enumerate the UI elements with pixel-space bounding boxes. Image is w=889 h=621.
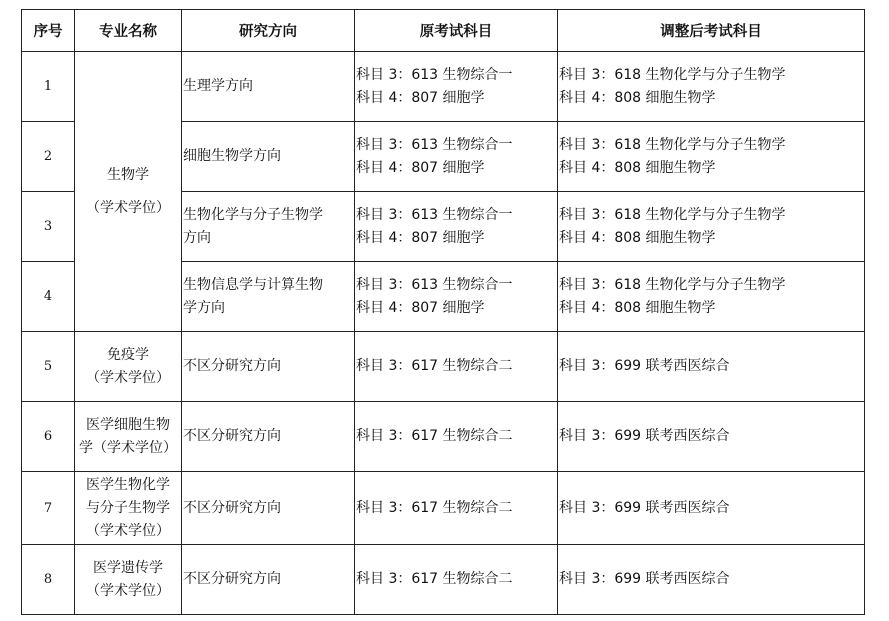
major-line: 学（学术学位） [79, 439, 177, 456]
cell-adjusted-subjects [558, 545, 865, 615]
cell-direction [182, 262, 355, 332]
cell-direction [182, 545, 355, 615]
exam-subject-table [21, 9, 865, 615]
subject-line: 科目 3：613 生物综合一 [356, 206, 513, 223]
subject-line: 科目 4：808 细胞生物学 [559, 159, 716, 176]
direction-line: 方向 [183, 229, 211, 246]
major-line: 生物学 [107, 166, 149, 183]
major-line: （学术学位） [86, 522, 170, 539]
cell-original-subjects [355, 402, 558, 472]
cell-original-subjects [355, 472, 558, 545]
direction-line: 生理学方向 [183, 78, 253, 94]
subject-line: 科目 3：699 联考西医综合 [559, 571, 730, 587]
header-adjusted-subjects: 调整后考试科目 [558, 10, 865, 52]
cell-original-subjects [355, 262, 558, 332]
major-line: 医学细胞生物 [86, 416, 170, 433]
cell-major [75, 472, 182, 545]
direction-line: 不区分研究方向 [183, 571, 281, 587]
cell-original-subjects [355, 122, 558, 192]
subject-line: 科目 3：618 生物化学与分子生物学 [559, 276, 786, 293]
subject-line: 科目 4：808 细胞生物学 [559, 299, 716, 316]
cell-original-subjects [355, 545, 558, 615]
cell-major-merged [75, 52, 182, 332]
cell-direction [182, 192, 355, 262]
subject-line: 科目 3：617 生物综合二 [356, 499, 513, 516]
direction-line: 不区分研究方向 [183, 499, 281, 516]
subject-line: 科目 3：617 生物综合二 [356, 358, 513, 374]
table-header-row [22, 10, 865, 52]
cell-major [75, 545, 182, 615]
cell-adjusted-subjects [558, 472, 865, 545]
table-row [22, 332, 865, 402]
cell-adjusted-subjects [558, 52, 865, 122]
subject-line: 科目 3：617 生物综合二 [356, 571, 513, 587]
subject-line: 科目 3：613 生物综合一 [356, 276, 513, 293]
subject-line: 科目 3：613 生物综合一 [356, 66, 513, 83]
subject-line: 科目 3：613 生物综合一 [356, 136, 513, 153]
cell-no: 6 [22, 402, 75, 472]
subject-line: 科目 3：699 联考西医综合 [559, 358, 730, 374]
direction-line: 学方向 [183, 299, 225, 316]
subject-line: 科目 4：807 细胞学 [356, 159, 485, 176]
cell-original-subjects [355, 52, 558, 122]
cell-adjusted-subjects [558, 262, 865, 332]
cell-major [75, 332, 182, 402]
major-line: 与分子生物学 [86, 499, 170, 516]
major-line: 免疫学 [107, 346, 149, 363]
cell-direction [182, 122, 355, 192]
table-row [22, 472, 865, 545]
subject-line: 科目 4：808 细胞生物学 [559, 89, 716, 106]
header-direction: 研究方向 [182, 10, 355, 52]
table-row [22, 402, 865, 472]
direction-line: 不区分研究方向 [183, 428, 281, 444]
subject-line: 科目 3：699 联考西医综合 [559, 499, 730, 516]
cell-no: 3 [22, 192, 75, 262]
cell-no: 1 [22, 52, 75, 122]
cell-original-subjects [355, 332, 558, 402]
direction-line: 不区分研究方向 [183, 358, 281, 374]
subject-line: 科目 3：617 生物综合二 [356, 428, 513, 444]
major-line: （学术学位） [86, 369, 170, 386]
major-line: （学术学位） [86, 199, 170, 216]
cell-direction [182, 402, 355, 472]
cell-major [75, 402, 182, 472]
cell-adjusted-subjects [558, 122, 865, 192]
subject-line: 科目 3：618 生物化学与分子生物学 [559, 206, 786, 223]
cell-adjusted-subjects [558, 192, 865, 262]
subject-line: 科目 4：808 细胞生物学 [559, 229, 716, 246]
cell-original-subjects [355, 192, 558, 262]
subject-line: 科目 4：807 细胞学 [356, 229, 485, 246]
cell-no: 4 [22, 262, 75, 332]
major-line: （学术学位） [86, 582, 170, 599]
direction-line: 细胞生物学方向 [183, 148, 281, 164]
header-original-subjects: 原考试科目 [355, 10, 558, 52]
cell-no: 8 [22, 545, 75, 615]
major-line: 医学遗传学 [93, 559, 163, 576]
cell-direction [182, 332, 355, 402]
cell-direction [182, 52, 355, 122]
header-major: 专业名称 [75, 10, 182, 52]
direction-line: 生物化学与分子生物学 [183, 206, 323, 223]
header-no: 序号 [22, 10, 75, 52]
table-row [22, 52, 865, 122]
cell-direction [182, 472, 355, 545]
subject-line: 科目 3：699 联考西医综合 [559, 428, 730, 444]
subject-line: 科目 4：807 细胞学 [356, 299, 485, 316]
cell-no: 2 [22, 122, 75, 192]
cell-adjusted-subjects [558, 402, 865, 472]
subject-line: 科目 3：618 生物化学与分子生物学 [559, 136, 786, 153]
subject-line: 科目 4：807 细胞学 [356, 89, 485, 106]
table-row [22, 545, 865, 615]
cell-no: 7 [22, 472, 75, 545]
major-line: 医学生物化学 [86, 476, 170, 493]
cell-adjusted-subjects [558, 332, 865, 402]
direction-line: 生物信息学与计算生物 [183, 276, 323, 293]
cell-no: 5 [22, 332, 75, 402]
subject-line: 科目 3：618 生物化学与分子生物学 [559, 66, 786, 83]
